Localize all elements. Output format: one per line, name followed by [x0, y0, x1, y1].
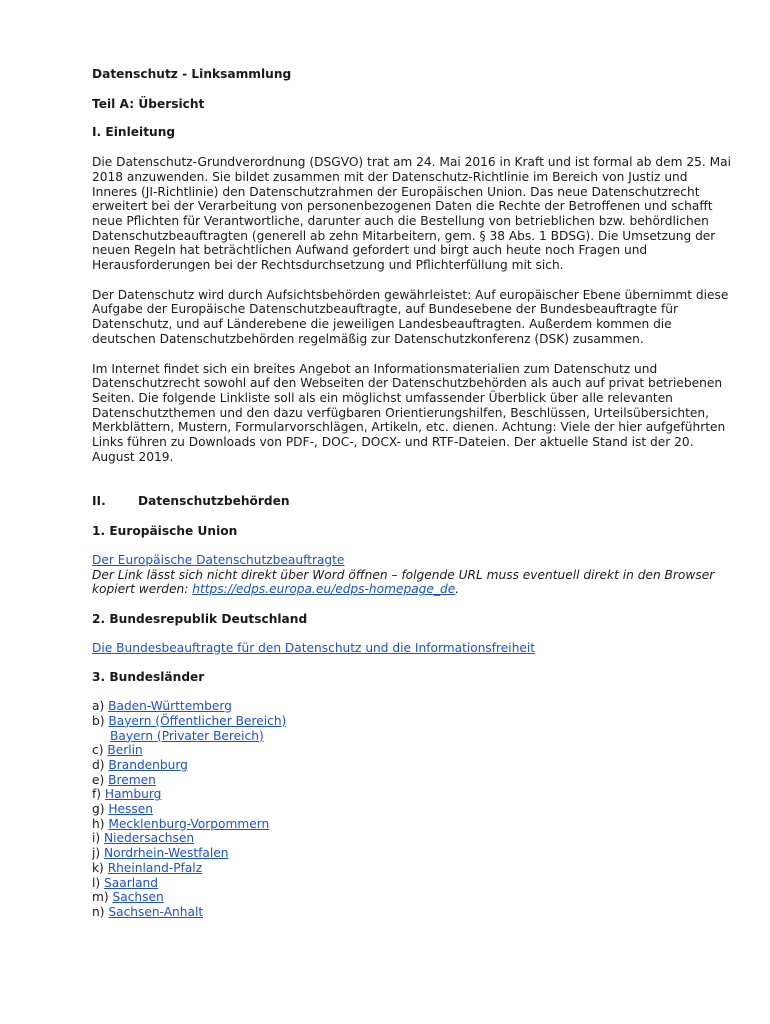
state-item-prefix: j) [92, 846, 105, 861]
state-item-prefix: l) [92, 875, 105, 890]
state-item-prefix: m) [92, 890, 113, 905]
intro-heading: I. Einleitung [92, 125, 176, 140]
state-item-prefix: e) [92, 772, 109, 787]
state-item-prefix: i) [92, 831, 105, 846]
states-list [92, 699, 732, 920]
state-list-item [92, 846, 732, 861]
state-list-item [92, 905, 732, 920]
state-link[interactable]: Bayern (Öffentlicher Bereich) [108, 713, 287, 728]
state-link[interactable]: Niedersachsen [104, 831, 195, 846]
state-list-item [92, 758, 732, 773]
states-heading: 3. Bundesländer [92, 670, 205, 685]
bfdi-link[interactable]: Die Bundesbeauftragte für den Datenschutz und die Informationsfreiheit [92, 640, 536, 655]
state-link[interactable]: Mecklenburg-Vorpommern [108, 816, 270, 831]
intro-paragraph-3: Im Internet findet sich ein breites Angebot an Informationsmaterialien zum Datenschutz und Datenschutzrecht sowohl auf den Webseiten der Datenschutzbehörden als auch auf privat betriebenen Seiten. Die folgende Linkliste soll als ein möglichst umfassender Überblick über alle relevanten Datenschutzthemen und den dazu verfügbaren Orientierungshilfen, Beschlüssen, Urteilsübersichten, Merkblättern, Mustern, Formularvorschlägen, Artikeln, etc. dienen. Achtung: Viele der hier aufgeführten Links führen zu Downloads von PDF-, DOC-, DOCX- und RTF-Dateien. Der aktuelle Stand ist der 20. August 2019. [92, 361, 726, 464]
state-list-item [92, 729, 732, 744]
state-link[interactable]: Berlin [107, 743, 143, 758]
state-link[interactable]: Hamburg [104, 787, 162, 802]
edps-note-end: . [455, 582, 460, 597]
state-item-prefix: f) [92, 787, 105, 802]
state-item-prefix: h) [92, 816, 109, 831]
section-2-label: Datenschutzbehörden [138, 494, 290, 509]
de-heading: 2. Bundesrepublik Deutschland [92, 611, 308, 626]
de-block [92, 641, 732, 656]
state-list-item [92, 890, 732, 905]
edps-note [92, 568, 714, 597]
state-list-item [92, 876, 732, 891]
state-item-prefix: g) [92, 802, 109, 817]
eu-block [92, 553, 732, 597]
edps-link[interactable]: Der Europäische Datenschutzbeauftragte [92, 552, 345, 567]
edps-note-text: Der Link lässt sich nicht direkt über Word öffnen – folgende URL muss eventuell direkt in den Browser kopiert werden: [92, 567, 715, 597]
state-list-item [92, 743, 732, 758]
state-item-prefix: d) [92, 757, 109, 772]
state-link[interactable]: Brandenburg [108, 757, 188, 772]
state-link[interactable]: Sachsen [112, 890, 164, 905]
state-item-prefix: b) [92, 713, 109, 728]
intro-paragraph-1: Die Datenschutz-Grundverordnung (DSGVO) trat am 24. Mai 2016 in Kraft und ist formal ab dem 25. Mai 2018 anzuwenden. Sie bildet zusammen mit der Datenschutz-Richtlinie im Bereich von Justiz und Inneres (JI-Richtlinie) den Datenschutzrahmen der Europäischen Union. Das neue Datenschutzrecht erweitert bei der Verarbeitung von personenbezogenen Daten die Rechte der Betroffenen und schafft neue Pflichten für Verantwortliche, darunter auch die Bestellung von betrieblichen bzw. behördlichen Datenschutzbeauftragten (generell ab zehn Mitarbeitern, gem. § 38 Abs. 1 BDSG). Die Umsetzung der neuen Regeln hat beträchtlichen Aufwand gefordert und birgt auch heute noch Fragen und Herausforderungen bei der Rechtsdurchsetzung und Pflichterfüllung mit sich. [92, 155, 732, 273]
part-a-heading: Teil A: Übersicht [92, 96, 205, 111]
eu-heading: 1. Europäische Union [92, 524, 238, 539]
state-link[interactable]: Nordrhein-Westfalen [104, 846, 229, 861]
state-list-item [92, 817, 732, 832]
state-list-item [92, 861, 732, 876]
state-list-item [92, 831, 732, 846]
section-2-number: II. [92, 494, 106, 509]
state-link[interactable]: Hessen [108, 802, 153, 817]
document-title: Datenschutz - Linksammlung [92, 67, 292, 81]
document-page [92, 67, 732, 920]
state-item-prefix: a) [92, 699, 109, 714]
state-link[interactable]: Bremen [108, 772, 156, 787]
state-item-prefix: n) [92, 904, 109, 919]
state-item-prefix: c) [92, 743, 108, 758]
state-item-prefix: k) [92, 860, 108, 875]
intro-paragraph-2: Der Datenschutz wird durch Aufsichtsbehörden gewährleistet: Auf europäischer Ebene übernimmt diese Aufgabe der Europäische Datenschutzbeauftragte, auf Bundesebene der Bundesbeauftragte für Datenschutz, und auf Länderebene die jeweiligen Landesbeauftragten. Außerdem kommen die deutschen Datenschutzbehörden regelmäßig zur Datenschutzkonferenz (DSK) zusammen. [92, 287, 729, 346]
section-2-heading [92, 494, 732, 509]
state-link[interactable]: Saarland [104, 875, 159, 890]
state-list-item [92, 802, 732, 817]
state-link[interactable]: Bayern (Privater Bereich) [110, 728, 264, 743]
state-link[interactable]: Rheinland-Pfalz [107, 860, 203, 875]
state-list-item [92, 773, 732, 788]
state-list-item [92, 699, 732, 714]
edps-url-link[interactable]: https://edps.europa.eu/edps-homepage_de [192, 582, 456, 597]
state-list-item [92, 714, 732, 729]
state-list-item [92, 787, 732, 802]
state-link[interactable]: Sachsen-Anhalt [108, 904, 204, 919]
state-link[interactable]: Baden-Württemberg [108, 699, 232, 714]
